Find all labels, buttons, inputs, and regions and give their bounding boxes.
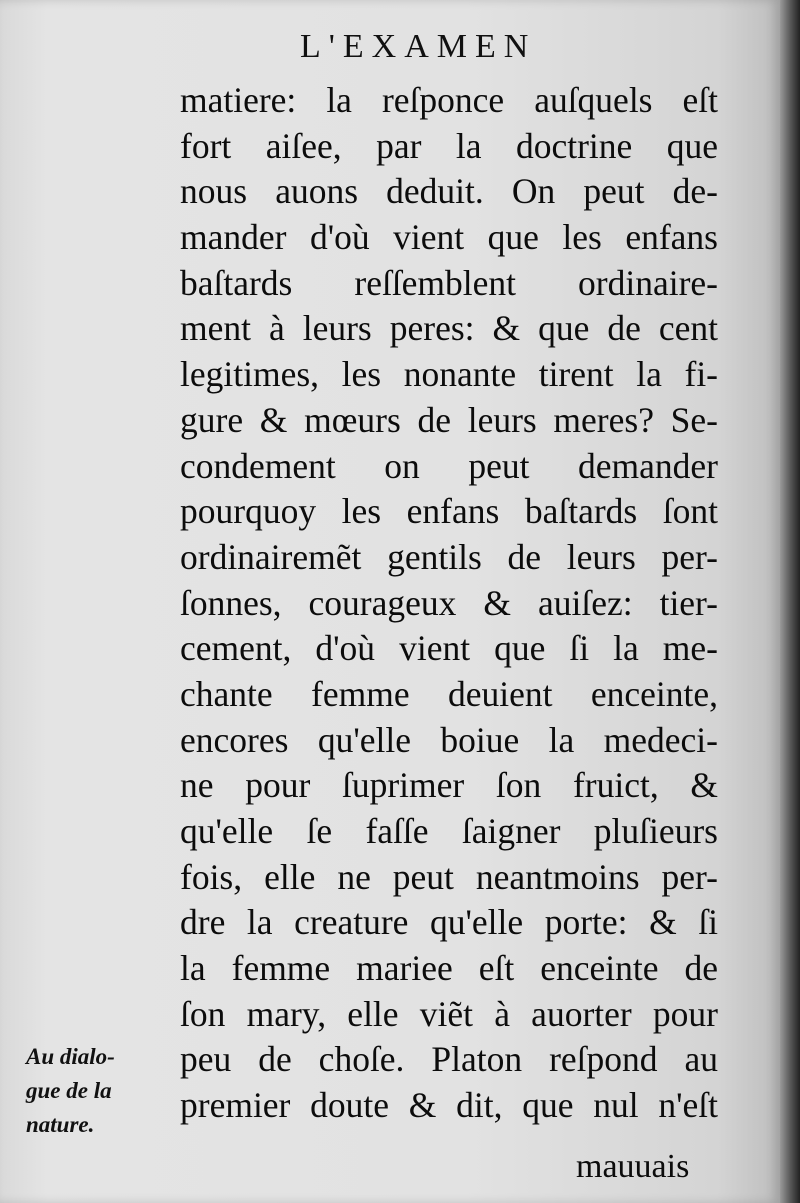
text-line: matiere: la reſponce auſquels eſt — [180, 80, 718, 120]
text-line: fort aiſee, par la doctrine que — [180, 125, 718, 166]
text-line: baſtards reſſemblent ordinaire- — [180, 262, 718, 303]
margin-note — [26, 1040, 166, 1142]
text-line: mander d'où vient que les enfans — [180, 217, 718, 258]
text-line: legitimes, les nonante tirent la fi- — [180, 354, 718, 395]
text-line: la femme mariee eſt enceinte de — [180, 948, 718, 989]
text-line: ordinairemẽt gentils de leurs per- — [180, 536, 718, 577]
text-line: premier doute & dit, que nul n'eſt — [180, 1085, 718, 1126]
text-line: peu de choſe. Platon reſpond au — [180, 1039, 718, 1080]
text-line: ne pour ſuprimer ſon fruict, & — [180, 765, 718, 806]
text-line: fois, elle ne peut neantmoins per- — [180, 856, 718, 897]
text-line: ſon mary, elle viẽt à auorter pour — [180, 993, 718, 1034]
text-line: ſonnes, courageux & auiſez: tier- — [180, 582, 718, 623]
text-line: encores qu'elle boiue la medeci- — [180, 719, 718, 760]
text-line: chante femme deuient enceinte, — [180, 673, 718, 714]
margin-note-line: nature. — [26, 1112, 95, 1137]
body-text — [180, 78, 718, 1129]
text-line: dre la creature qu'elle porte: & ſi — [180, 902, 718, 943]
book-gutter — [780, 0, 800, 1203]
text-line: cement, d'où vient que ſi la me- — [180, 628, 718, 669]
text-line: nous auons deduit. On peut de- — [180, 171, 718, 212]
running-head: L'EXAMEN — [300, 28, 537, 65]
margin-note-line: gue de la — [26, 1078, 112, 1103]
margin-note-line: Au dialo- — [26, 1044, 115, 1069]
catchword: mauuais — [576, 1148, 690, 1185]
show-through-text — [720, 920, 725, 946]
text-line: ment à leurs peres: & que de cent — [180, 308, 718, 349]
text-line: pourquoy les enfans baſtards ſont — [180, 491, 718, 532]
text-line: gure & mœurs de leurs meres? Se- — [180, 399, 718, 440]
text-line: qu'elle ſe faſſe ſaigner pluſieurs — [180, 811, 718, 851]
text-line: condement on peut demander — [180, 445, 718, 486]
